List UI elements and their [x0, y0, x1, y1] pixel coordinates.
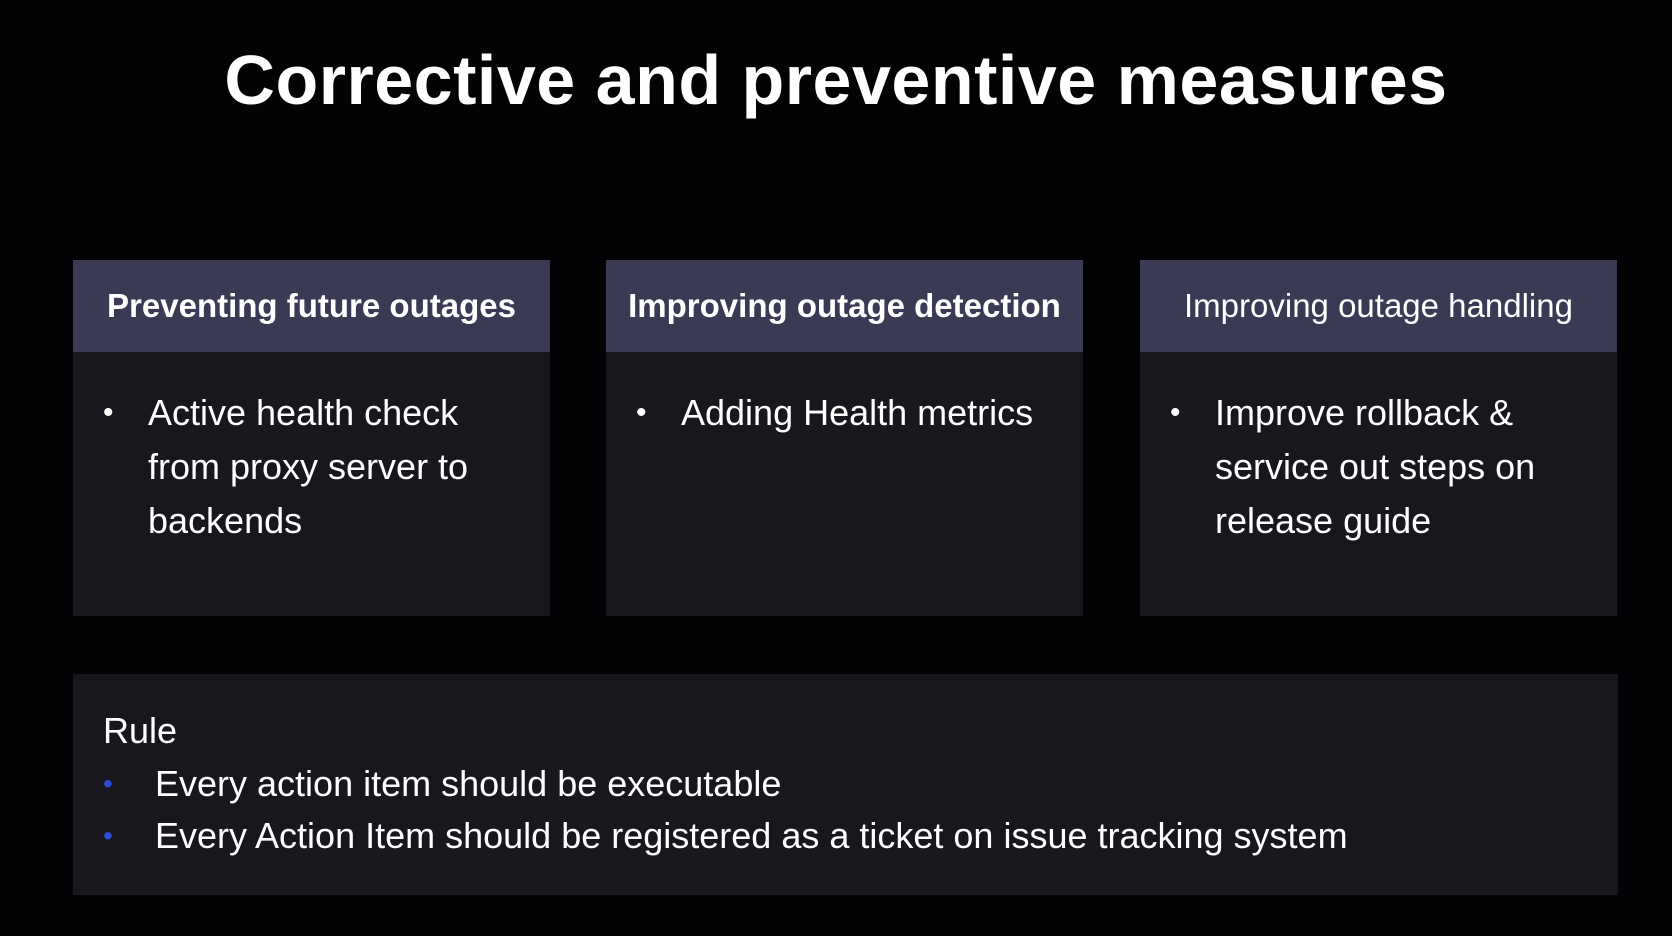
card-improving-detection [606, 260, 1083, 616]
rule-box [73, 674, 1618, 895]
card-header: Improving outage detection [606, 260, 1083, 352]
card-header: Preventing future outages [73, 260, 550, 352]
rule-title: Rule [103, 710, 178, 751]
card-body [73, 352, 550, 548]
rule-item-text: Every action item should be executable [155, 763, 782, 804]
bullet-icon: • [103, 396, 114, 429]
bullet-text: Adding Health metrics [681, 392, 1034, 433]
list-item [103, 758, 1348, 810]
rule-item-text: Every Action Item should be registered as a ticket on issue tracking system [155, 815, 1348, 856]
bullet-text: Active health check from proxy server to backends [148, 392, 469, 541]
bullet-icon: • [103, 820, 113, 851]
list-item [636, 386, 1053, 440]
card-preventing-outages [73, 260, 550, 616]
bullet-text: Improve rollback & service out steps on release guide [1215, 392, 1536, 541]
card-header: Improving outage handling [1140, 260, 1617, 352]
bullet-icon: • [103, 768, 113, 799]
list-item [103, 386, 520, 548]
bullet-icon: • [636, 396, 647, 429]
list-item [1170, 386, 1587, 548]
card-body [1140, 352, 1617, 548]
bullet-icon: • [1170, 396, 1181, 429]
rule-list [103, 758, 1348, 862]
list-item [103, 810, 1348, 862]
card-body [606, 352, 1083, 440]
card-improving-handling [1140, 260, 1617, 616]
slide-title: Corrective and preventive measures [224, 41, 1448, 119]
